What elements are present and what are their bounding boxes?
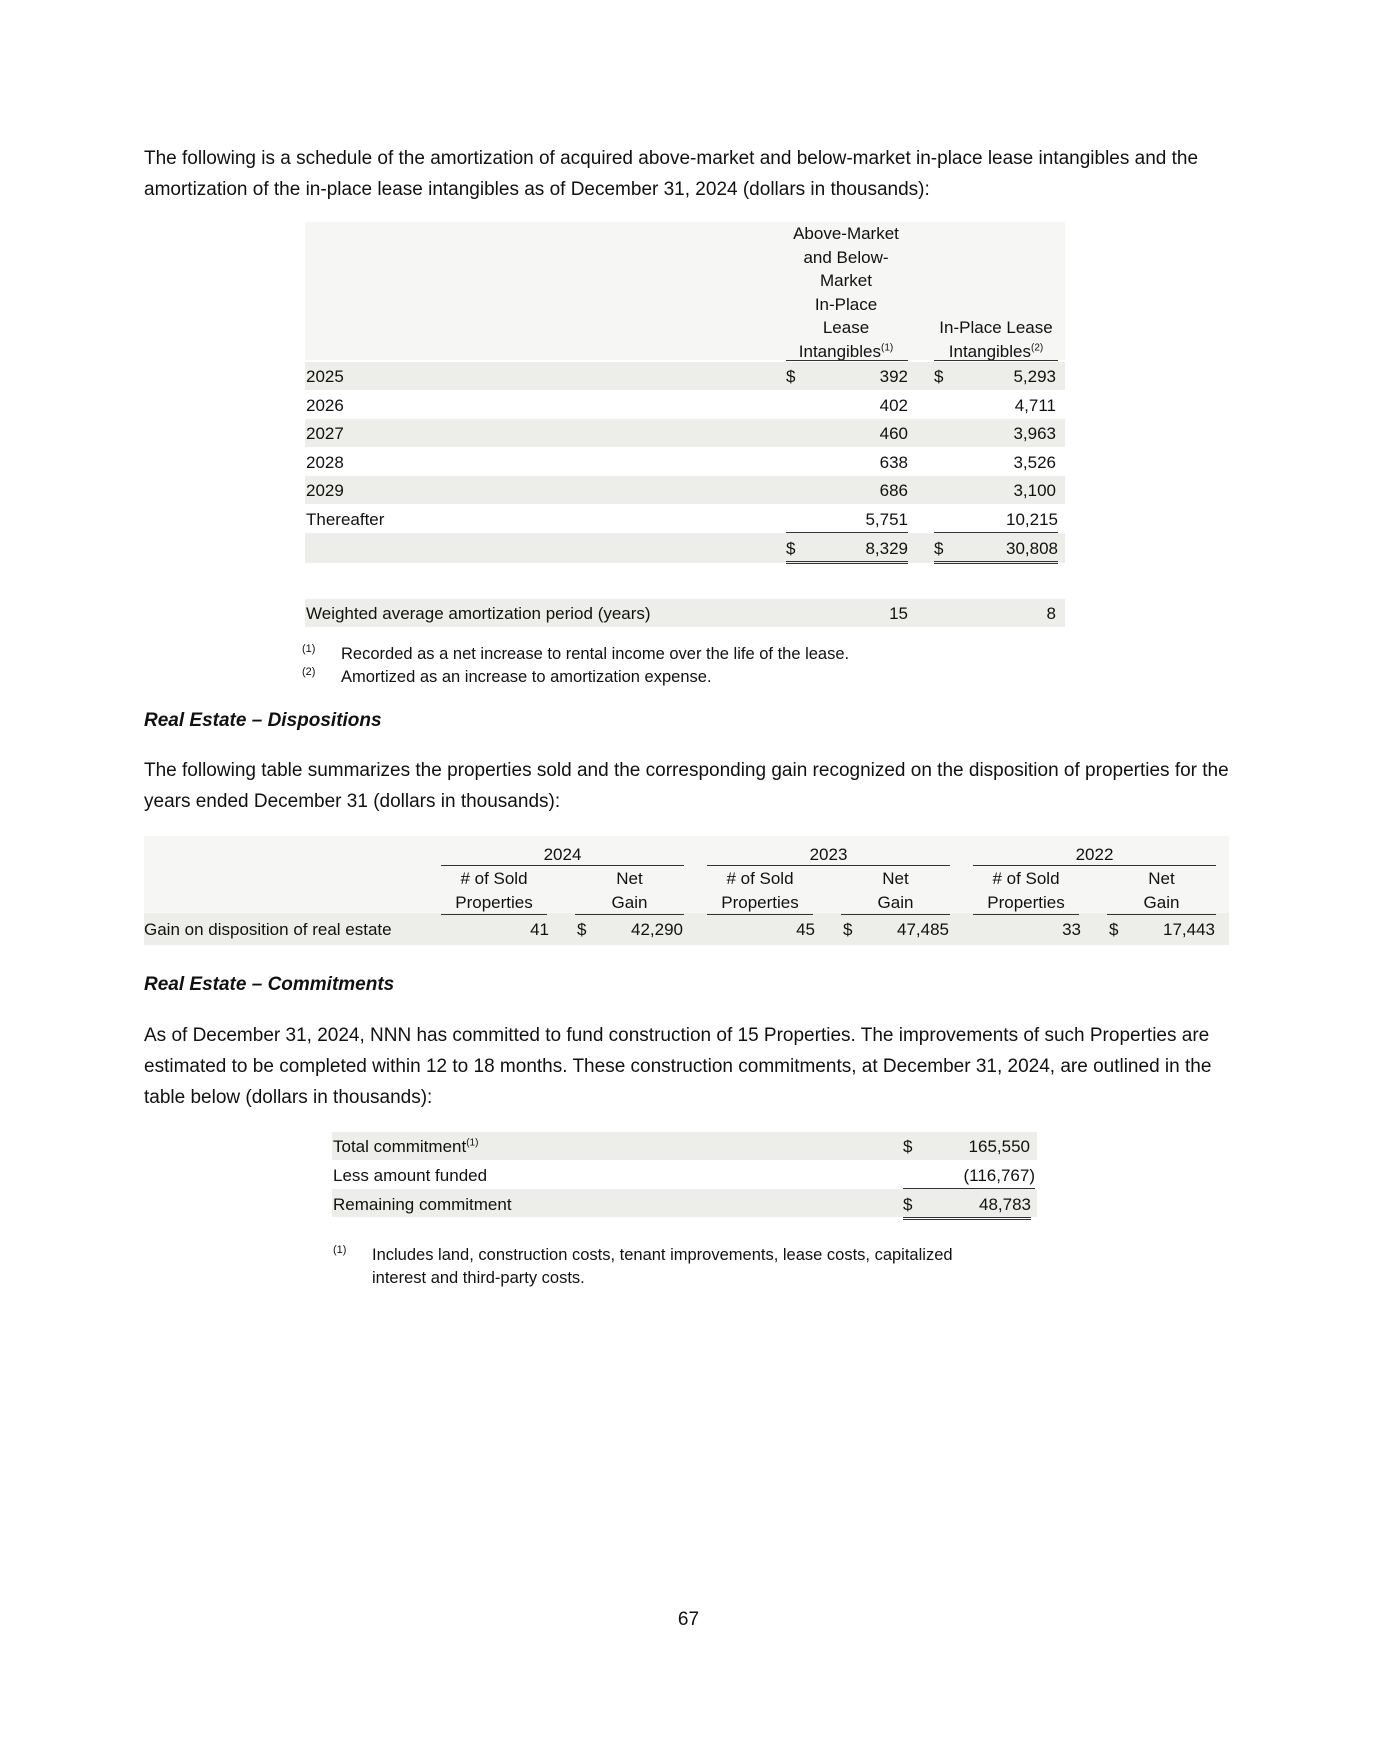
- total-cell: [934, 539, 1058, 564]
- currency-symbol: $: [577, 920, 587, 939]
- cell-value: 4,711: [1014, 396, 1056, 415]
- footnote-text: interest and third-party costs.: [372, 1269, 585, 1287]
- cell-value: 10,215: [934, 510, 1058, 533]
- gain-value: 47,485: [897, 920, 949, 939]
- row-label: 2029: [306, 481, 344, 500]
- row-label: 2028: [306, 453, 344, 472]
- dispositions-intro: The following table summarizes the properties sold and the corresponding gain recognized on the disposition of properties for the years ended December 31 (dollars in thousands):: [144, 760, 1229, 812]
- footnote-text: Recorded as a net increase to rental income over the life of the lease.: [341, 645, 850, 663]
- footnote-mark: (1): [302, 643, 316, 655]
- row-label: Less amount funded: [333, 1166, 488, 1185]
- footnote-mark: (1): [333, 1244, 347, 1256]
- commitments-heading: Real Estate – Commitments: [144, 974, 395, 995]
- sold-value: 41: [530, 920, 549, 939]
- commitments-intro: As of December 31, 2024, NNN has committed to fund construction of 15 Properties. The improvements of such Properties are estimated to be completed within 12 to 18 months. These construction commitments, at December 31, 2024, are outlined in the table below (dollars in thousands):: [144, 1025, 1212, 1108]
- currency-symbol: $: [903, 1195, 913, 1214]
- cell-value: 402: [879, 396, 908, 415]
- row-label: 2027: [306, 424, 344, 443]
- currency-symbol: $: [1109, 920, 1119, 939]
- sold-value: 33: [1062, 920, 1081, 939]
- row-label: Gain on disposition of real estate: [144, 920, 392, 939]
- currency-symbol: $: [903, 1137, 913, 1156]
- weighted-value: 15: [889, 604, 908, 623]
- gain-value: 17,443: [1163, 920, 1215, 939]
- row-label: 2026: [306, 396, 344, 415]
- row-label: 2025: [306, 367, 344, 386]
- cell-value: 48,783: [979, 1195, 1031, 1214]
- gain-subheader: Net Gain: [1107, 867, 1216, 915]
- total-cell: [903, 1195, 1031, 1220]
- row-label: Remaining commitment: [333, 1195, 512, 1214]
- cell-value: 3,100: [1013, 481, 1056, 500]
- cell-value: (116,767): [903, 1166, 1035, 1189]
- page-number: 67: [677, 1609, 700, 1630]
- row-label: Total commitment$^{(1)}$: [333, 1137, 479, 1156]
- total-value: 30,808: [1006, 539, 1058, 558]
- footnote-mark: (2): [302, 666, 316, 678]
- cell-value: 5,751: [786, 510, 908, 533]
- sold-subheader: # of Sold Properties: [707, 867, 813, 915]
- footnote-text: Amortized as an increase to amortization expense.: [341, 668, 712, 686]
- dispositions-heading: Real Estate – Dispositions: [144, 710, 382, 731]
- sold-subheader: # of Sold Properties: [973, 867, 1079, 915]
- col1-header: Above-Market and Below- Market In-Place Lease Intangibles$^{(1)}$: [793, 224, 899, 361]
- intro-paragraph: The following is a schedule of the amortization of acquired above-market and below-market in-place lease intangibles and the amortization of the in-place lease intangibles as of December 31, 2024 (dollars in thousands):: [144, 148, 1199, 200]
- col2-header: In-Place Lease Intangibles$^{(2)}$: [939, 318, 1053, 361]
- currency-symbol: $: [934, 539, 944, 558]
- weighted-value: 8: [1046, 604, 1056, 623]
- sold-subheader: # of Sold Properties: [441, 867, 547, 915]
- row-label: Thereafter: [306, 510, 385, 529]
- gain-value: 42,290: [631, 920, 683, 939]
- currency-symbol: $: [934, 367, 944, 386]
- currency-symbol: $: [786, 367, 796, 386]
- gain-subheader: Net Gain: [841, 867, 950, 915]
- year-header: 2023: [707, 845, 950, 866]
- footnote-text: Includes land, construction costs, tenant improvements, lease costs, capitalized: [372, 1246, 953, 1264]
- gain-subheader: Net Gain: [575, 867, 684, 915]
- cell-value: 686: [879, 481, 908, 500]
- cell-value: 5,293: [1013, 367, 1056, 386]
- currency-symbol: $: [843, 920, 853, 939]
- weighted-label: Weighted average amortization period (years): [306, 604, 651, 623]
- cell-value: 460: [879, 424, 908, 443]
- sold-value: 45: [796, 920, 815, 939]
- cell-value: 3,963: [1013, 424, 1056, 443]
- total-cell: [786, 539, 908, 564]
- total-value: 8,329: [865, 539, 908, 558]
- year-header: 2022: [973, 845, 1216, 866]
- currency-symbol: $: [786, 539, 796, 558]
- cell-value: 392: [879, 367, 908, 386]
- cell-value: 165,550: [968, 1137, 1030, 1156]
- year-header: 2024: [441, 845, 684, 866]
- cell-value: 638: [879, 453, 908, 472]
- cell-value: 3,526: [1013, 453, 1056, 472]
